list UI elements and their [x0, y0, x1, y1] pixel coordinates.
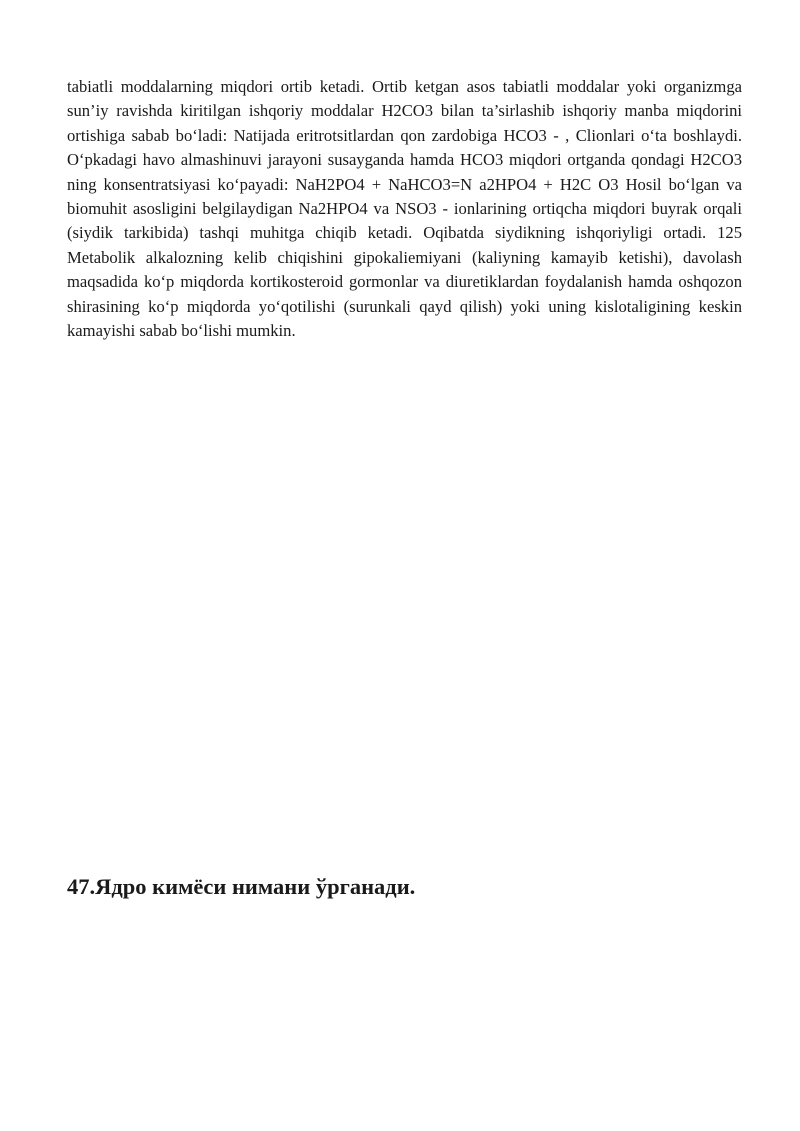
body-paragraph: tabiatli moddalarning miqdori ortib ketadi. Ortib ketgan asos tabiatli moddalar yoki organizmga sun’iy ravishda kiritilgan ishqoriy moddalar H2CO3 bilan ta’sirlashib ishqoriy manba miqdorini ortishiga sabab bo‘ladi: Natijada eritrotsitlardan qon zardobiga HCO3 - , Clionlari o‘ta boshlaydi. O‘pkadagi havo almashinuvi jarayoni susayganda hamda HCO3 miqdori ortganda qondagi H2CO3 ning konsentratsiyasi ko‘payadi: NaH2PO4 + NaHCO3=N a2HPO4 + H2C O3 Hosil bo‘lgan va biomuhit asosligini belgilaydigan Na2HPO4 va NSO3 - ionlarining ortiqcha miqdori buyrak orqali (siydik tarkibida) tashqi muhitga chiqib ketadi. Oqibatda siydikning ishqoriyligi ortadi. 125 Metabolik alkalozning kelib chiqishini gipokaliemiyani (kaliyning kamayib ketishi), davolash maqsadida ko‘p miqdorda kortikosteroid gormonlar va diuretiklardan foydalanish hamda oshqozon shirasining ko‘p miqdorda yo‘qotilishi (surunkali qayd qilish) yoki uning kislotaligining keskin kamayishi sabab bo‘lishi mumkin. — [67, 77, 742, 341]
section-heading: 47.Ядро кимёси нимани ўрганади. — [67, 874, 416, 899]
